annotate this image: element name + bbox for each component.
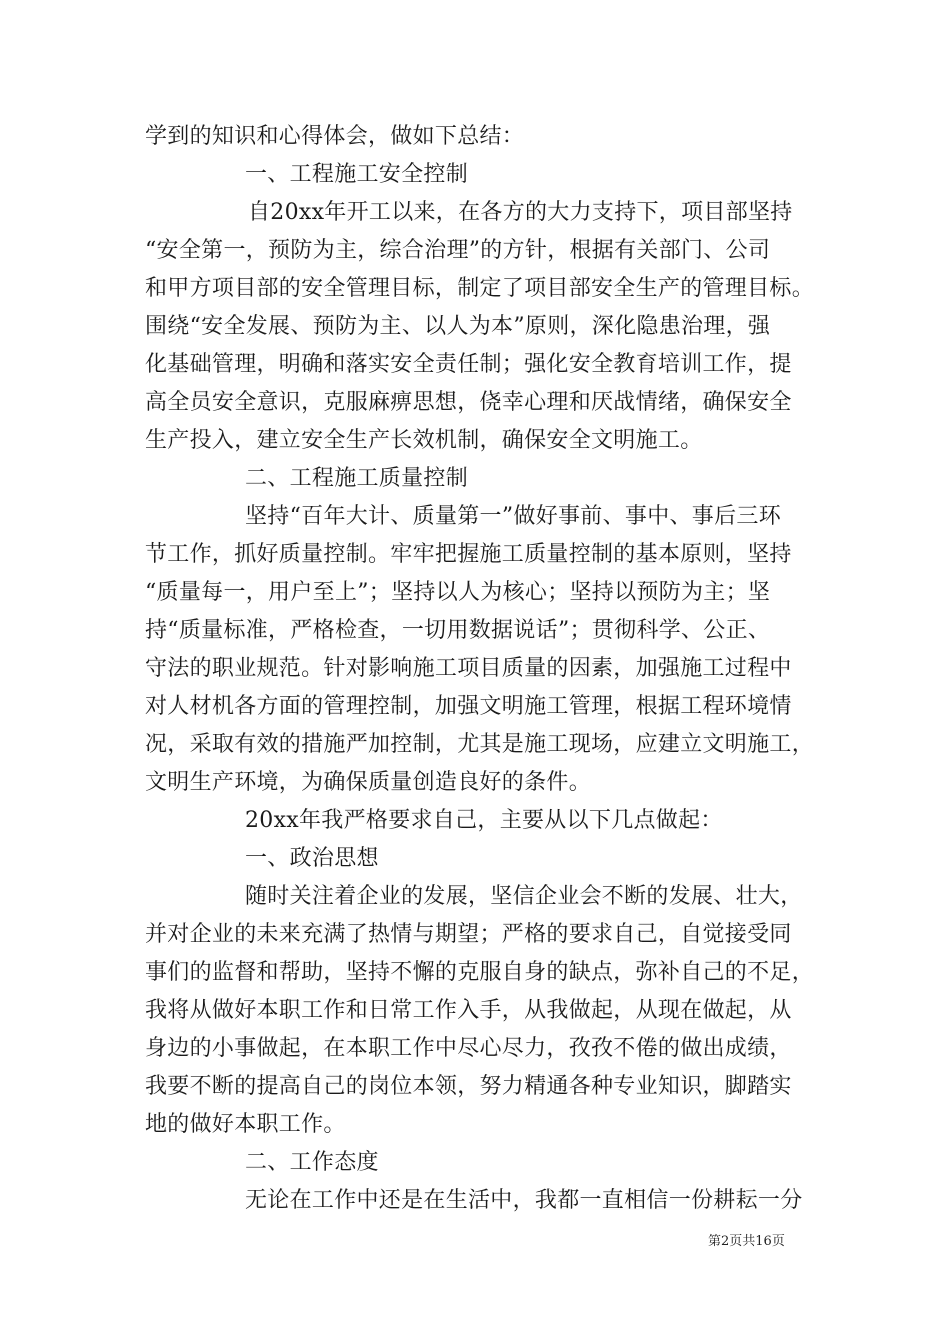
body-text-line: 地的做好本职工作。 [145, 1112, 346, 1137]
body-text-line: 持“质量标准，严格检查，一切用数据说话”；贯彻科学、公正、 [145, 618, 771, 643]
section-heading: 一、工程施工安全控制 [245, 162, 469, 187]
body-text-line: “安全第一，预防为主，综合治理”的方针，根据有关部门、公司 [145, 238, 771, 263]
body-text-line: 无论在工作中还是在生活中，我都一直相信一份耕耘一分 [245, 1188, 803, 1213]
section-heading: 二、工作态度 [245, 1150, 379, 1175]
body-text-line: 自20xx年开工以来，在各方的大力支持下，项目部坚持 [248, 200, 793, 225]
body-text-line: “质量每一，用户至上”；坚持以人为核心；坚持以预防为主；坚 [145, 580, 771, 605]
body-text-line: 高全员安全意识，克服麻痹思想，侥幸心理和厌战情绪，确保安全 [145, 390, 792, 415]
body-text-line: 守法的职业规范。针对影响施工项目质量的因素，加强施工过程中 [145, 656, 792, 681]
body-text-line: 事们的监督和帮助，坚持不懈的克服自身的缺点，弥补自己的不足， [145, 960, 815, 985]
body-text-line: 坚持“百年大计、质量第一”做好事前、事中、事后三环 [245, 504, 781, 529]
body-text-line: 围绕“安全发展、预防为主、以人为本”原则，深化隐患治理，强 [145, 314, 771, 339]
body-text-line: 我要不断的提高自己的岗位本领，努力精通各种专业知识，脚踏实 [145, 1074, 792, 1099]
body-text-line: 对人材机各方面的管理控制，加强文明施工管理，根据工程环境情 [145, 694, 792, 719]
body-text-line: 随时关注着企业的发展，坚信企业会不断的发展、壮大， [245, 884, 803, 909]
section-heading: 二、工程施工质量控制 [245, 466, 469, 491]
body-text-line: 化基础管理，明确和落实安全责任制；强化安全教育培训工作，提 [145, 352, 792, 377]
section-heading: 一、政治思想 [245, 846, 379, 871]
body-text-line: 并对企业的未来充满了热情与期望；严格的要求自己，自觉接受同 [145, 922, 792, 947]
body-text-line: 节工作，抓好质量控制。牢牢把握施工质量控制的基本原则，坚持 [145, 542, 792, 567]
body-text-line: 况，采取有效的措施严加控制，尤其是施工现场，应建立文明施工， [145, 732, 815, 757]
body-text-line: 学到的知识和心得体会，做如下总结： [145, 124, 525, 149]
body-text-line: 20xx年我严格要求自己，主要从以下几点做起： [245, 808, 723, 833]
body-text-line: 我将从做好本职工作和日常工作入手，从我做起，从现在做起，从 [145, 998, 792, 1023]
body-text-line: 和甲方项目部的安全管理目标，制定了项目部安全生产的管理目标。 [145, 276, 815, 301]
page-number-footer: 第2页共16页 [708, 1234, 785, 1249]
body-text-line: 生产投入，建立安全生产长效机制，确保安全文明施工。 [145, 428, 703, 453]
body-text-line: 文明生产环境，为确保质量创造良好的条件。 [145, 770, 592, 795]
body-text-line: 身边的小事做起，在本职工作中尽心尽力，孜孜不倦的做出成绩， [145, 1036, 792, 1061]
